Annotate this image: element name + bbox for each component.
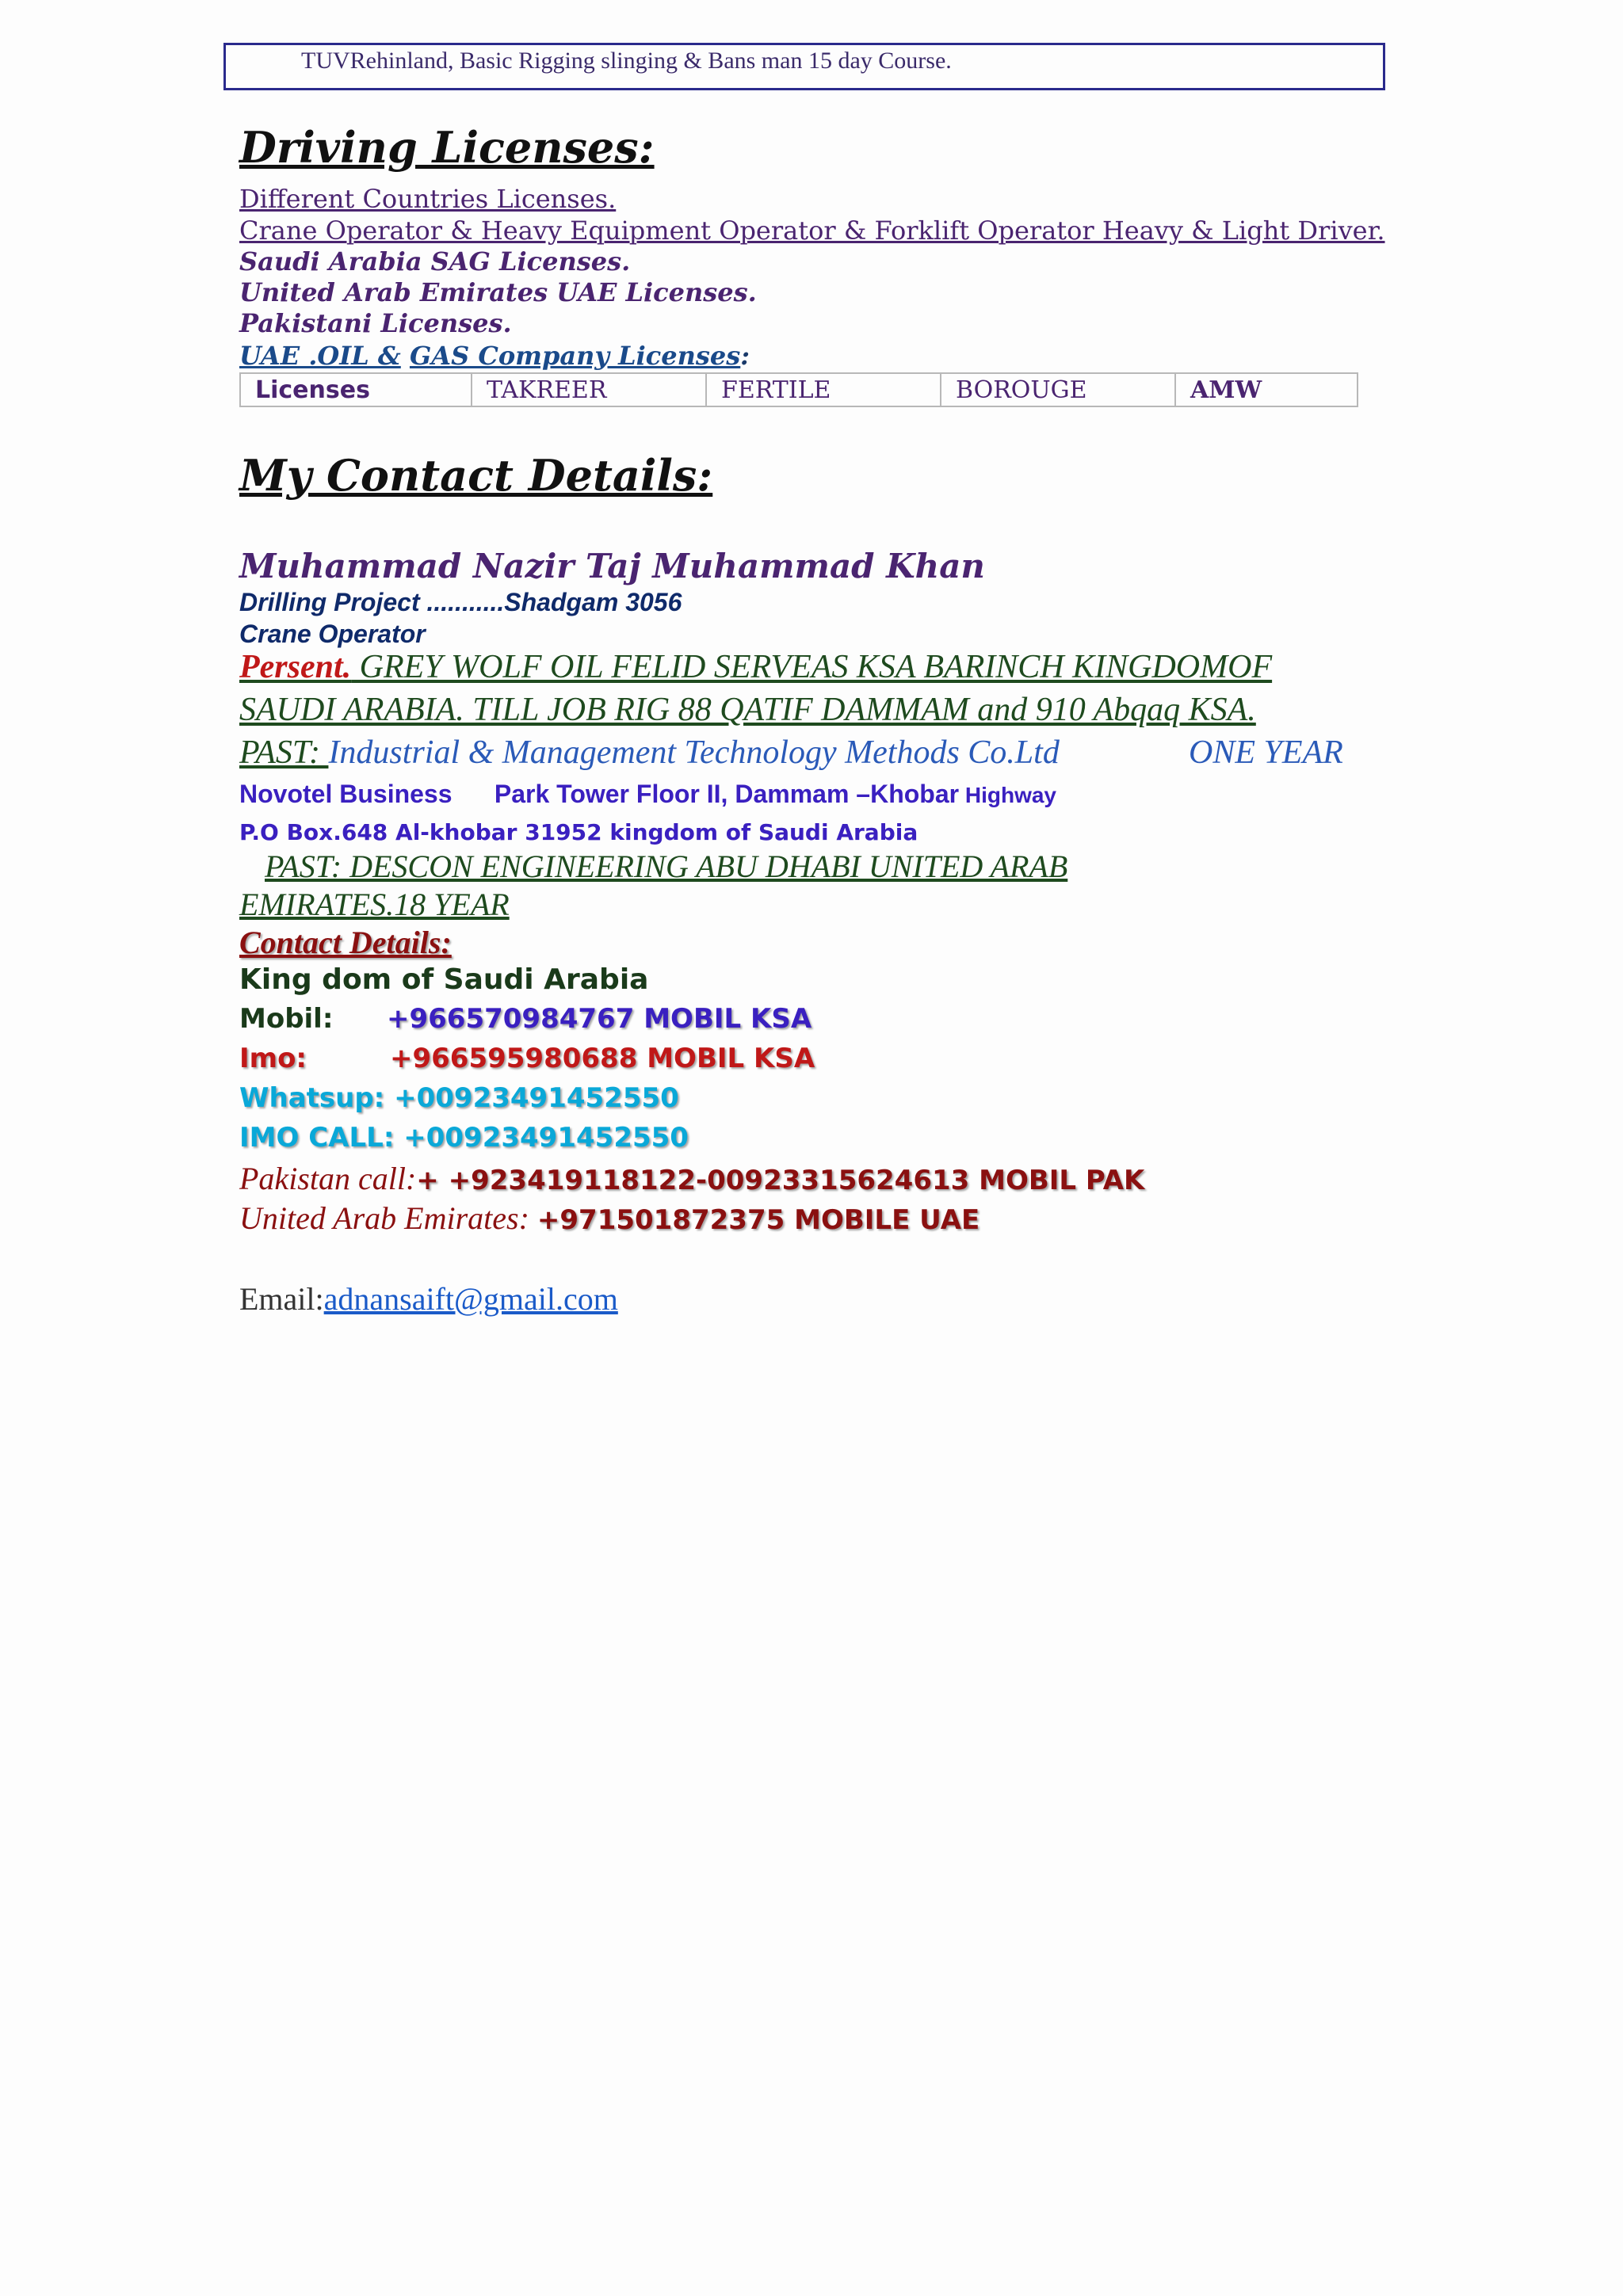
table-cell-borouge: BOROUGE <box>941 373 1175 406</box>
present-employment-line1 <box>239 648 1272 686</box>
whatsup-number: Whatsup: +00923491452550 <box>239 1082 679 1114</box>
email-link[interactable]: adnansaift@gmail.com <box>323 1281 618 1317</box>
table-cell-takreer: TAKREER <box>472 373 706 406</box>
email-label: Email: <box>239 1281 324 1317</box>
oil-gas-prefix: UAE .OIL & <box>239 341 401 371</box>
present-employment-line2: SAUDI ARABIA. TILL JOB RIG 88 QATIF DAMMAM and 910 Abqaq KSA. <box>239 692 1256 728</box>
drilling-project: Drilling Project ...........Shadgam 3056 <box>239 588 682 616</box>
pakistan-label: Pakistan call: <box>239 1161 417 1196</box>
oil-gas-company: GAS Company Licenses <box>409 341 741 371</box>
contact-details-heading: My Contact Details: <box>239 450 713 501</box>
table-cell-amw: AMW <box>1175 373 1358 406</box>
job-role: Crane Operator <box>239 620 426 648</box>
past-employment-2-line1: PAST: DESCON ENGINEERING ABU DHABI UNITED ARAB <box>265 849 1068 884</box>
oil-gas-colon: : <box>740 341 750 371</box>
pakistan-call-line <box>239 1160 1144 1197</box>
pakistan-number: + +923419118122-00923315624613 MOBIL PAK <box>416 1165 1145 1196</box>
mobil-number: +966570984767 MOBIL KSA <box>387 1003 812 1035</box>
licenses-table <box>239 372 1358 407</box>
address-line-1 <box>239 780 1056 809</box>
imo-call-number: IMO CALL: +00923491452550 <box>239 1122 689 1154</box>
licenses-line-oil-gas <box>239 341 750 371</box>
driving-licenses-heading: Driving Licenses: <box>239 122 655 173</box>
course-text: TUVRehinland, Basic Rigging slinging & Bans man 15 day Course. <box>301 48 952 74</box>
email-line <box>239 1280 618 1318</box>
full-name: Muhammad Nazir Taj Muhammad Khan <box>239 547 985 585</box>
mobil-label: Mobil: <box>239 1003 334 1035</box>
address-line-2: P.O Box.648 Al-khobar 31952 kingdom of Saudi Arabia <box>239 819 918 845</box>
licenses-line-pakistan: Pakistani Licenses. <box>239 308 512 338</box>
past1-company: Industrial & Management Technology Methods Co.Ltd <box>328 734 1060 771</box>
address1-suffix: Highway <box>959 783 1056 807</box>
uae-label: United Arab Emirates: <box>239 1200 537 1236</box>
licenses-line-operator: Crane Operator & Heavy Equipment Operator & Forklift Operator Heavy & Light Driver. <box>239 215 1385 246</box>
contact-details-subheading: Contact Details: <box>239 925 452 960</box>
licenses-line-saudi: Saudi Arabia SAG Licenses. <box>239 246 631 277</box>
past1-duration: ONE YEAR <box>1189 734 1343 771</box>
licenses-line-uae: United Arab Emirates UAE Licenses. <box>239 277 757 307</box>
uae-call-line <box>239 1199 980 1237</box>
table-cell-fertile: FERTILE <box>706 373 941 406</box>
table-cell-licenses: Licenses <box>240 373 472 406</box>
table-row <box>240 373 1358 406</box>
uae-number: +971501872375 MOBILE UAE <box>537 1204 980 1236</box>
past-employment-1 <box>239 734 1060 772</box>
present-label: Persent. <box>239 649 352 685</box>
past1-label: PAST: <box>239 734 329 771</box>
imo-number: +966595980688 MOBIL KSA <box>390 1043 815 1074</box>
country-line: King dom of Saudi Arabia <box>239 963 649 996</box>
licenses-line-countries: Different Countries Licenses. <box>239 184 617 214</box>
imo-label: Imo: <box>239 1043 307 1074</box>
address1-main: Novotel Business Park Tower Floor II, Dammam –Khobar <box>239 780 960 808</box>
present-company: GREY WOLF OIL FELID SERVEAS KSA BARINCH KINGDOMOF <box>351 649 1273 685</box>
past-employment-2-line2: EMIRATES.18 YEAR <box>239 887 510 922</box>
